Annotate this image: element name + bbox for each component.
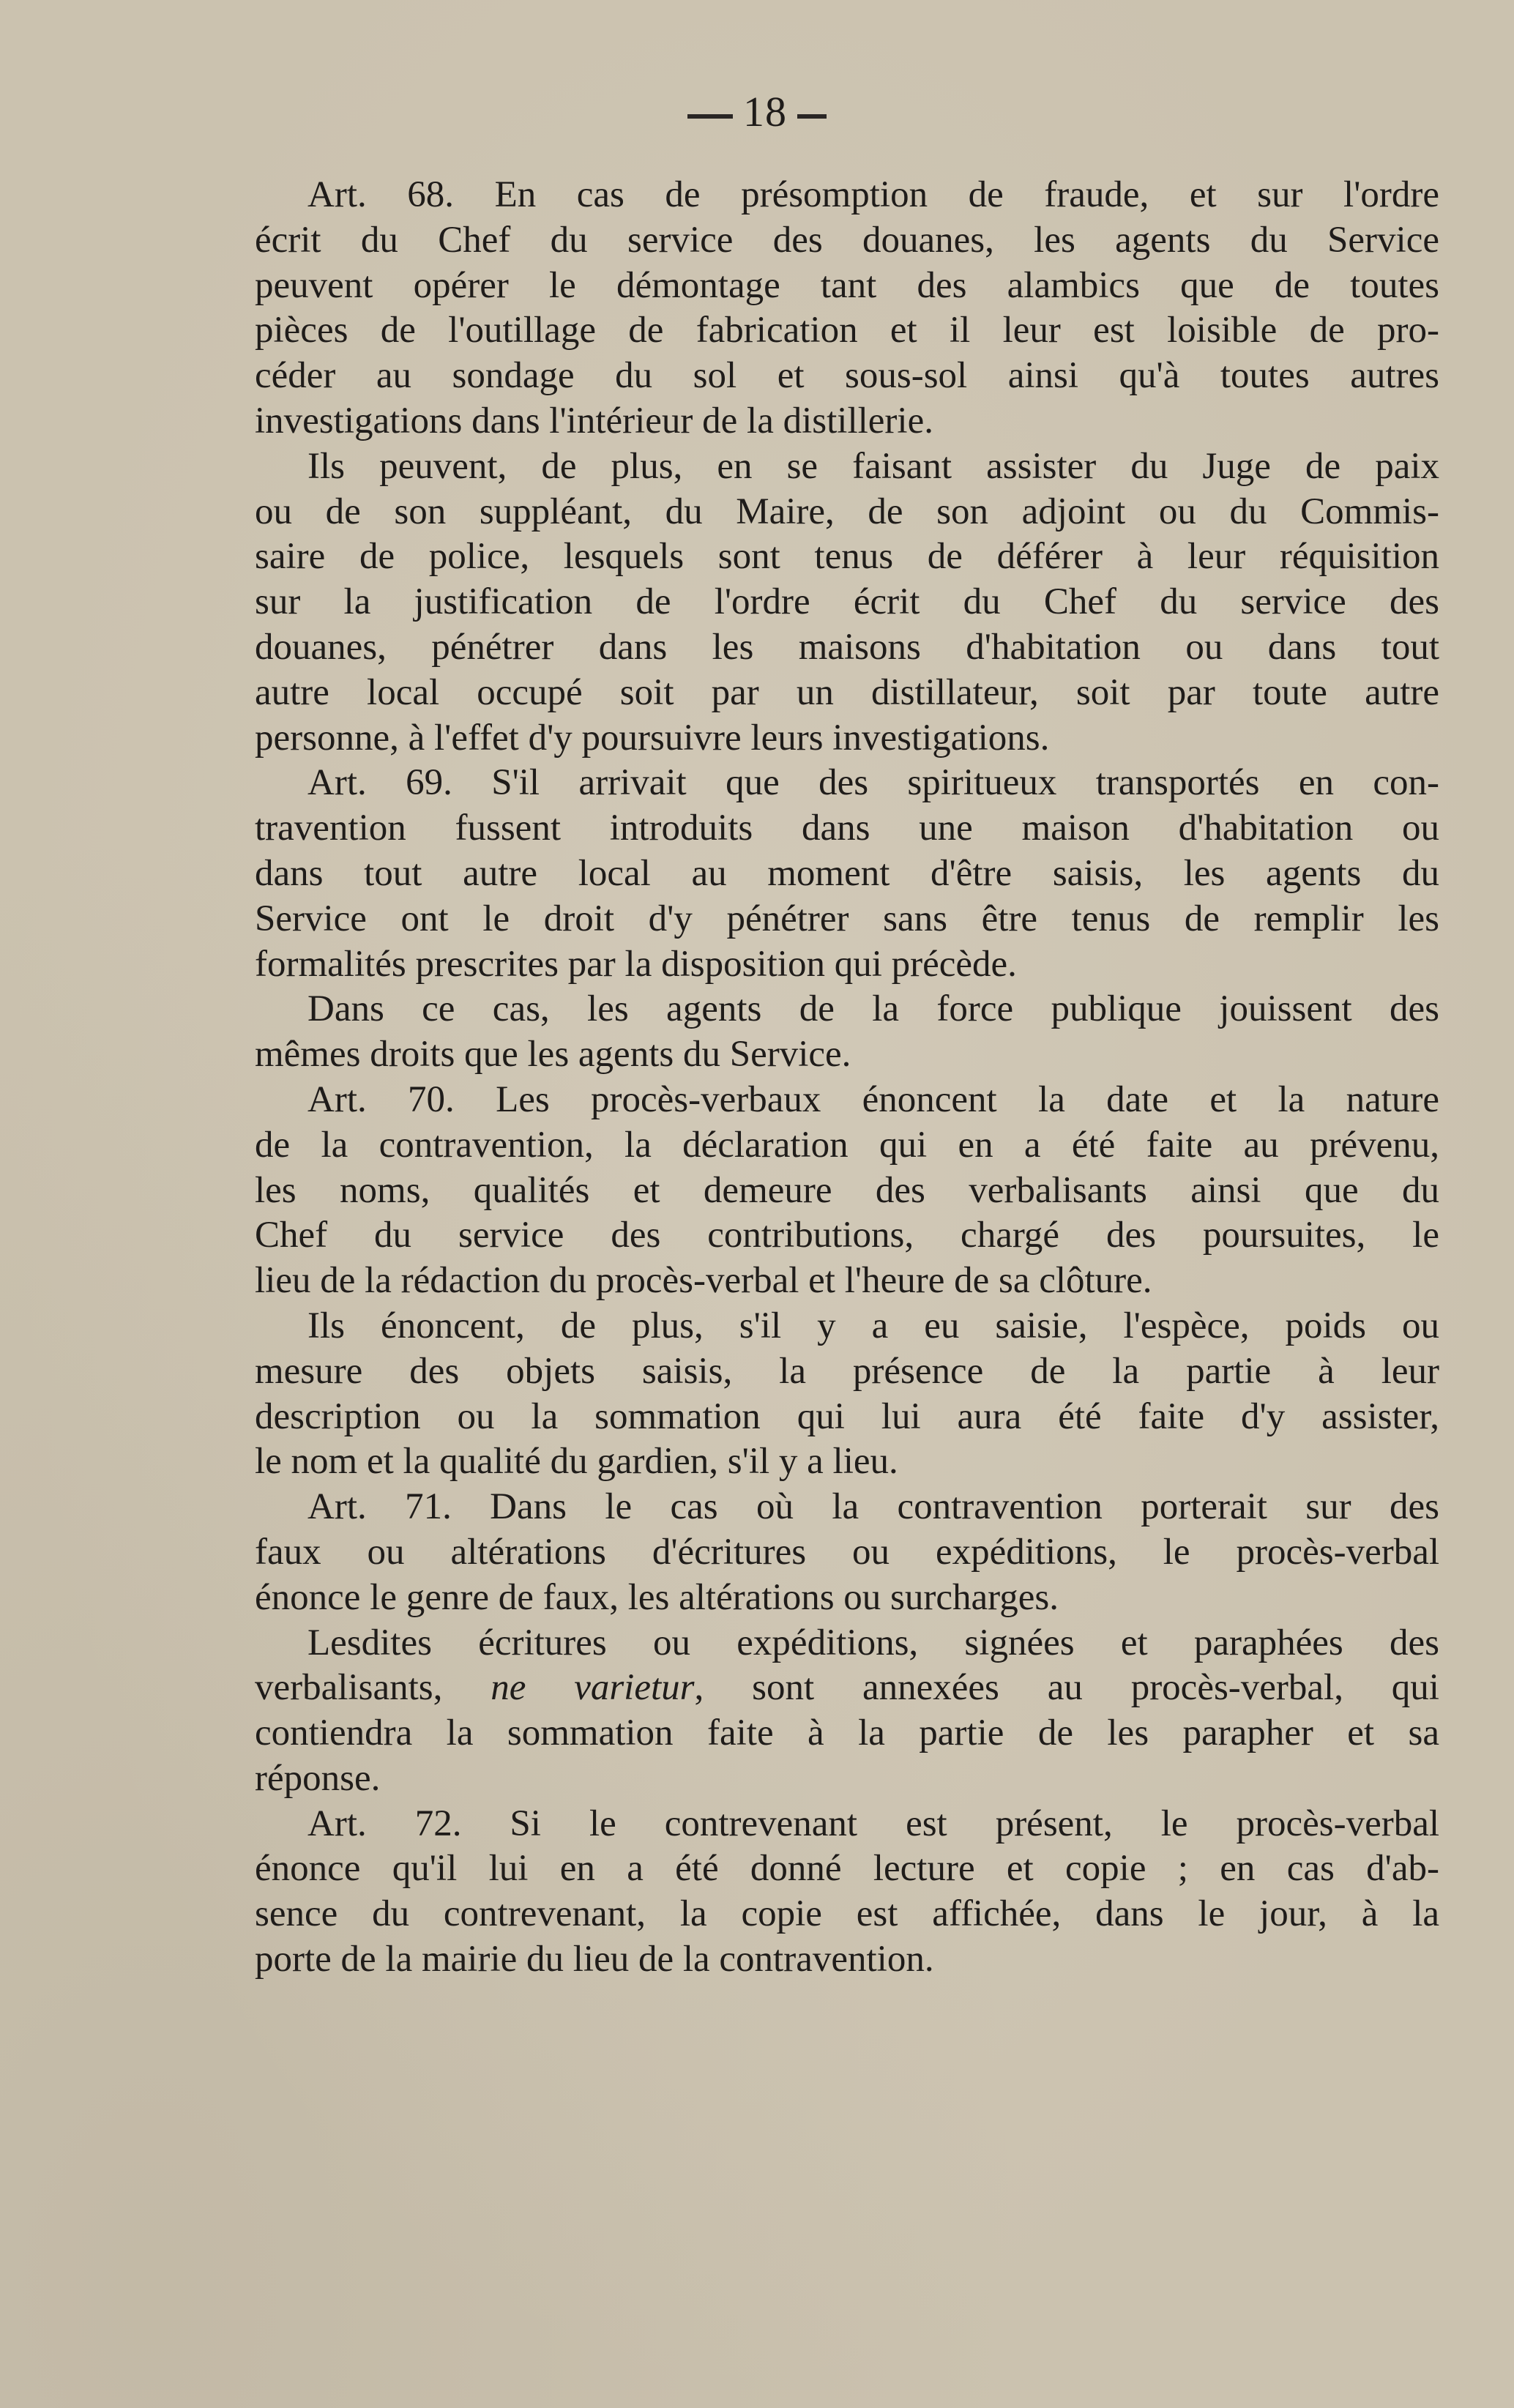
text-line: sence du contrevenant, la copie est affichée, dans le jour, à la	[255, 1893, 1439, 1935]
text-line: sur la justification de l'ordre écrit du Chef du service des	[255, 581, 1439, 623]
text-line: dans tout autre local au moment d'être saisis, les agents du	[255, 852, 1439, 894]
text-line: personne, à l'effet d'y poursuivre leurs investigations.	[255, 717, 1050, 758]
text-line: mêmes droits que les agents du Service.	[255, 1034, 851, 1076]
text-line: les noms, qualités et demeure des verbalisants ainsi que du	[255, 1169, 1439, 1211]
text-fragment: , sont annexées au procès-verbal, qui	[694, 1667, 1439, 1709]
text-line: Chef du service des contributions, chargé des poursuites, le	[255, 1215, 1439, 1256]
paragraph-art-72	[255, 1802, 1439, 1983]
text-line: contiendra la sommation faite à la partie de les parapher et sa	[255, 1712, 1439, 1754]
text-line: porte de la mairie du lieu de la contravention.	[255, 1939, 934, 1980]
text-line: Dans ce cas, les agents de la force publique jouissent des	[307, 988, 1439, 1030]
text-fragment: verbalisants,	[255, 1667, 491, 1709]
text-line: Service ont le droit d'y pénétrer sans être tenus de remplir les	[255, 898, 1439, 939]
text-line: mesure des objets saisis, la présence de la partie à leur	[255, 1350, 1439, 1392]
text-line: Ils énoncent, de plus, s'il y a eu saisie, l'espèce, poids ou	[307, 1305, 1439, 1346]
left-dash-ornament	[687, 114, 733, 119]
paragraph-art-68-continued	[255, 444, 1439, 761]
text-line: de la contravention, la déclaration qui en a été faite au prévenu,	[255, 1124, 1439, 1166]
text-line: Art. 72. Si le contrevenant est présent, le procès-verbal	[307, 1803, 1439, 1844]
text-line: investigations dans l'intérieur de la distillerie.	[255, 400, 933, 441]
text-line: écrit du Chef du service des douanes, les agents du Service	[255, 219, 1439, 261]
text-line: ou de son suppléant, du Maire, de son adjoint ou du Commis-	[255, 491, 1439, 532]
body-text	[255, 173, 1439, 1983]
text-line: Art. 68. En cas de présomption de fraude, et sur l'ordre	[307, 174, 1439, 215]
text-line: description ou la sommation qui lui aura été faite d'y assister,	[255, 1395, 1439, 1437]
text-line: réponse.	[255, 1757, 381, 1799]
text-line-with-italic	[255, 1666, 1439, 1711]
text-line: Art. 70. Les procès-verbaux énoncent la date et la nature	[307, 1078, 1439, 1120]
italic-phrase: ne varietur	[491, 1667, 695, 1709]
paragraph-art-69-continued	[255, 987, 1439, 1078]
text-line: faux ou altérations d'écritures ou expéditions, le procès-verbal	[255, 1531, 1439, 1573]
paragraph-art-70-continued	[255, 1304, 1439, 1485]
right-dash-ornament	[797, 114, 827, 119]
text-line: formalités prescrites par la disposition qui précède.	[255, 943, 1017, 985]
text-line: Lesdites écritures ou expéditions, signées et paraphées des	[307, 1622, 1439, 1663]
text-line: douanes, pénétrer dans les maisons d'habitation ou dans tout	[255, 626, 1439, 668]
paragraph-art-71-continued	[255, 1621, 1439, 1802]
text-line: énonce qu'il lui en a été donné lecture et copie ; en cas d'ab-	[255, 1848, 1439, 1890]
text-line: lieu de la rédaction du procès-verbal et l'heure de sa clôture.	[255, 1260, 1152, 1302]
text-line: travention fussent introduits dans une maison d'habitation ou	[255, 808, 1439, 849]
text-line: Ils peuvent, de plus, en se faisant assister du Juge de paix	[307, 445, 1439, 487]
page-number	[0, 86, 1514, 138]
text-line: le nom et la qualité du gardien, s'il y a lieu.	[255, 1441, 898, 1483]
text-line: Art. 71. Dans le cas où la contravention porterait sur des	[307, 1486, 1439, 1528]
page-number-value: 18	[743, 88, 787, 135]
paragraph-art-69	[255, 761, 1439, 987]
paragraph-art-70	[255, 1078, 1439, 1304]
paragraph-art-68	[255, 173, 1439, 444]
text-line: pièces de l'outillage de fabrication et il leur est loisible de pro-	[255, 310, 1439, 351]
text-line: peuvent opérer le démontage tant des alambics que de toutes	[255, 264, 1439, 306]
paragraph-art-71	[255, 1485, 1439, 1620]
text-line: céder au sondage du sol et sous-sol ainsi qu'à toutes autres	[255, 355, 1439, 397]
text-line: saire de police, lesquels sont tenus de déférer à leur réquisition	[255, 536, 1439, 578]
text-line: Art. 69. S'il arrivait que des spiritueux transportés en con-	[307, 762, 1439, 804]
text-line: énonce le genre de faux, les altérations ou surcharges.	[255, 1576, 1059, 1618]
text-line: autre local occupé soit par un distillateur, soit par toute autre	[255, 671, 1439, 713]
